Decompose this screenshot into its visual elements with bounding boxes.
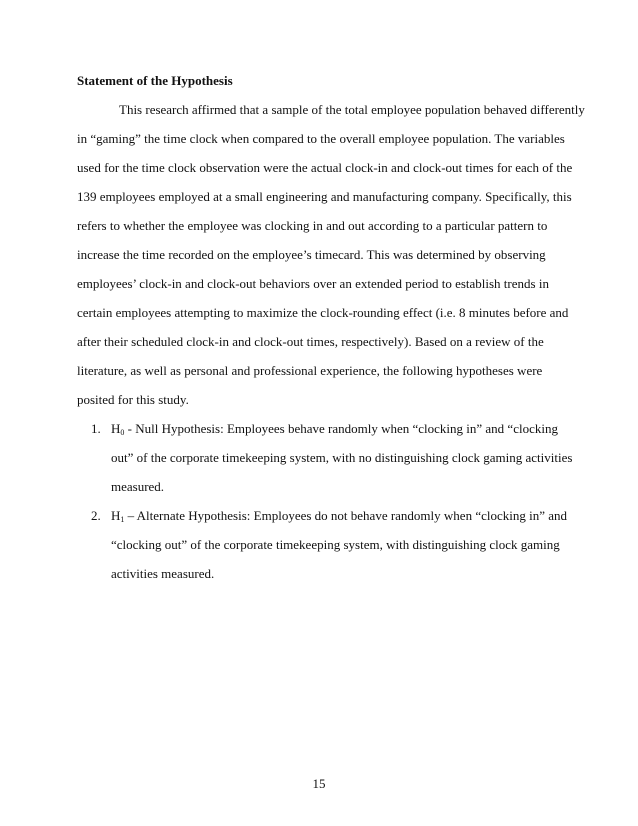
paragraph-line: employees’ clock-in and clock-out behaviors over an extended period to establish trends in — [77, 276, 549, 291]
paragraph-line: after their scheduled clock-in and clock-out times, respectively). Based on a review of the — [77, 334, 544, 349]
hypothesis-text: - Null Hypothesis: Employees behave randomly when “clocking in” and “clocking — [124, 421, 558, 436]
paragraph-line: literature, as well as personal and professional experience, the following hypotheses were — [77, 363, 543, 378]
paragraph-line: posited for this study. — [77, 392, 189, 407]
paragraph-line: refers to whether the employee was clocking in and out according to a particular pattern to — [77, 218, 548, 233]
hypothesis-null-first-line — [111, 420, 558, 442]
hypothesis-line: activities measured. — [111, 566, 215, 581]
hypothesis-line: out” of the corporate timekeeping system, with no distinguishing clock gaming activities — [111, 450, 573, 465]
hypothesis-symbol: H — [111, 421, 121, 436]
paragraph-line: in “gaming” the time clock when compared to the overall employee population. The variables — [77, 131, 565, 146]
paragraph-line: certain employees attempting to maximize the clock-rounding effect (i.e. 8 minutes before and — [77, 305, 569, 320]
hypothesis-text: – Alternate Hypothesis: Employees do not behave randomly when “clocking in” and — [124, 508, 567, 523]
paragraph-line: used for the time clock observation were the actual clock-in and clock-out times for each of the — [77, 160, 573, 175]
list-number: 2. — [91, 508, 101, 523]
hypothesis-alternate-first-line — [111, 507, 567, 529]
hypothesis-subscript: 0 — [120, 428, 125, 437]
paragraph-line: increase the time recorded on the employee’s timecard. This was determined by observing — [77, 247, 546, 262]
hypothesis-subscript: 1 — [120, 515, 125, 524]
paragraph-line: 139 employees employed at a small engineering and manufacturing company. Specifically, this — [77, 189, 572, 204]
hypothesis-line: measured. — [111, 479, 165, 494]
page-number: 15 — [312, 776, 326, 791]
hypothesis-symbol: H — [111, 508, 121, 523]
list-number: 1. — [91, 421, 101, 436]
hypothesis-line: “clocking out” of the corporate timekeeping system, with distinguishing clock gaming — [111, 537, 560, 552]
section-heading: Statement of the Hypothesis — [77, 73, 233, 88]
paragraph-line: This research affirmed that a sample of the total employee population behaved differently — [119, 102, 585, 117]
